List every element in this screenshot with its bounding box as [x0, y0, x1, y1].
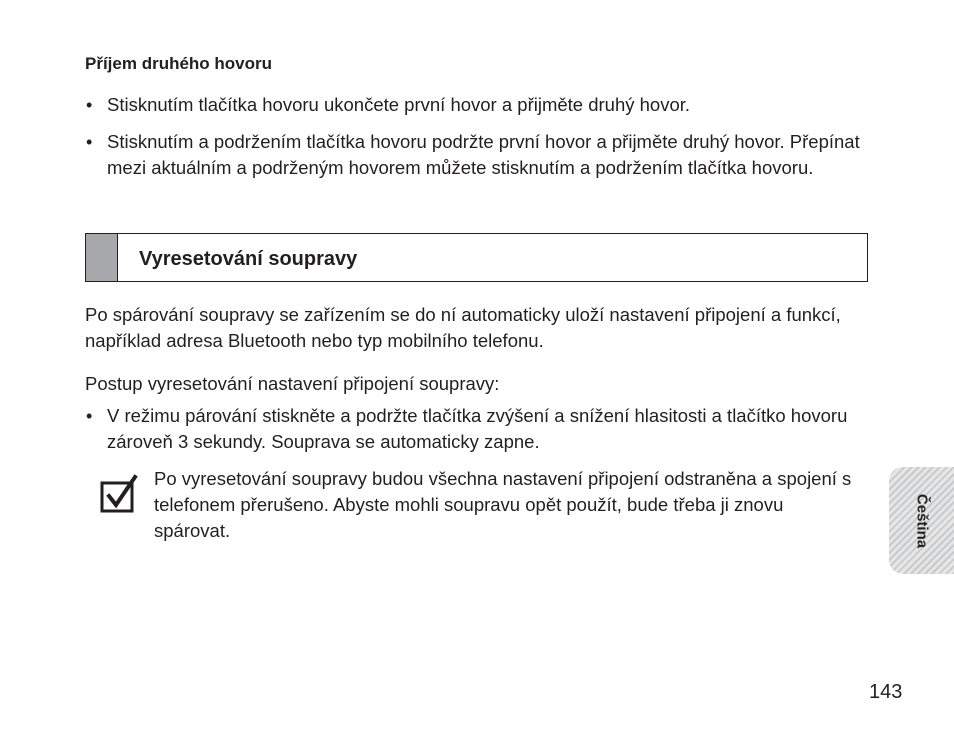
paragraph-intro: Po spárování soupravy se zařízením se do ní automaticky uloží nastavení připojení a funkcí, například adresa Bluetooth nebo typ mobilního telefonu. — [85, 304, 841, 351]
list-item-text: Stisknutím tlačítka hovoru ukončete první hovor a přijměte druhý hovor. — [107, 94, 691, 115]
section-header — [85, 233, 868, 282]
list-item — [85, 403, 865, 455]
bullet-list-reset-steps — [85, 403, 865, 455]
language-tab-label: Čeština — [913, 493, 930, 548]
paragraph-procedure: Postup vyresetování nastavení připojení soupravy: — [85, 373, 500, 394]
bullet-icon: • — [86, 95, 93, 115]
checkbox-note-icon — [100, 474, 138, 514]
bullet-icon: • — [86, 406, 93, 426]
section-title: Vyresetování soupravy — [139, 248, 358, 270]
subheading: Příjem druhého hovoru — [85, 54, 273, 73]
page-number: 143 — [869, 681, 903, 703]
list-item — [85, 92, 885, 118]
list-item — [85, 129, 885, 181]
note-text: Po vyresetování soupravy budou všechna nastavení připojení odstraněna a spojení s telefonem přerušeno. Abyste mohli soupravu opět použít, bude třeba ji znovu spárovat. — [154, 468, 852, 541]
bullet-icon: • — [86, 132, 93, 152]
list-item-text: Stisknutím a podržením tlačítka hovoru podržte první hovor a přijměte druhý hovor. Přepínat mezi aktuálním a podrženým hovorem můžete stisknutím a podržením tlačítka hovoru. — [107, 131, 860, 178]
language-tab — [889, 467, 954, 574]
bullet-list-call-handling — [85, 92, 885, 181]
list-item-text: V režimu párování stiskněte a podržte tlačítka zvýšení a snížení hlasitosti a tlačítko hovoru zároveň 3 sekundy. Souprava se automaticky zapne. — [107, 405, 848, 452]
section-marker — [86, 234, 118, 281]
